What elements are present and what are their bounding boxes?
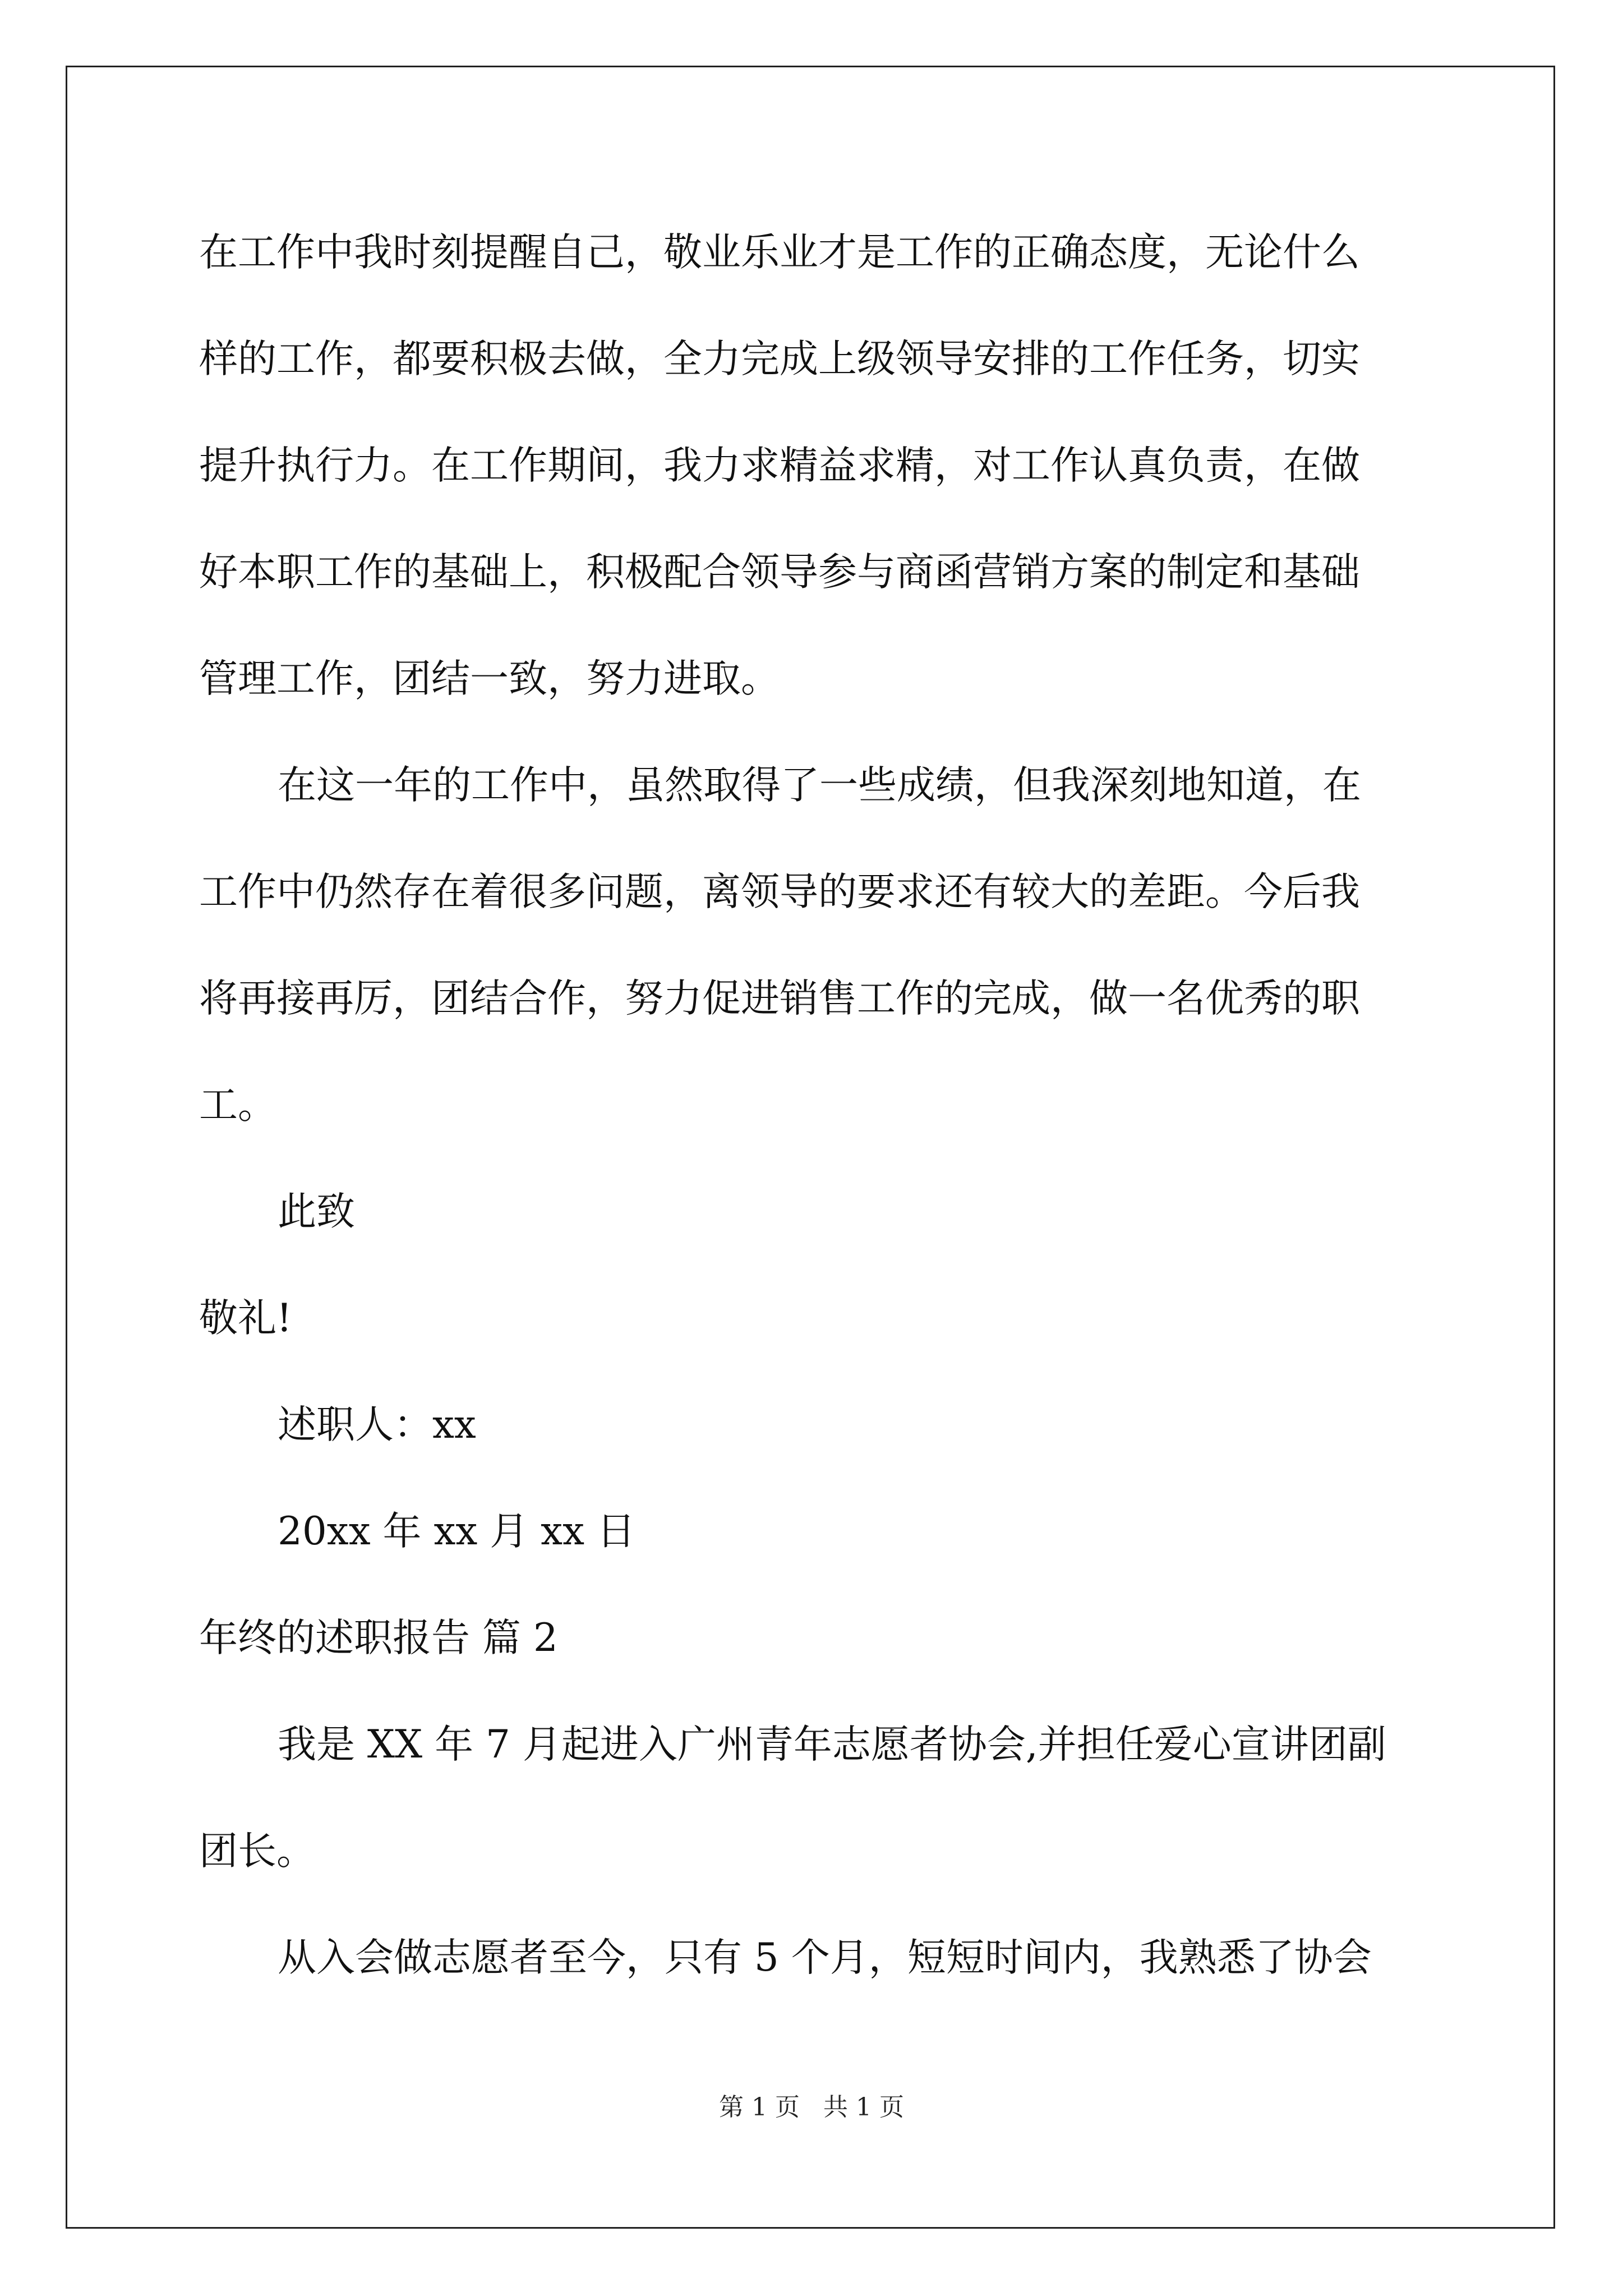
paragraph-line: 样的工作，都要积极去做，全力完成上级领导安排的工作任务，切实 [199, 337, 1360, 381]
page-total: 共 1 页 [823, 2093, 904, 2122]
paragraph-line: 在工作中我时刻提醒自己，敬业乐业才是工作的正确态度，无论什么 [199, 230, 1360, 275]
signature-date: 20xx 年 xx 月 xx 日 [278, 1509, 635, 1554]
document-body [199, 210, 1427, 2022]
paragraph-line: 提升执行力。在工作期间，我力求精益求精，对工作认真负责，在做 [199, 443, 1360, 488]
paragraph-line: 好本职工作的基础上，积极配合领导参与商函营销方案的制定和基础 [199, 550, 1360, 595]
paragraph-line: 在这一年的工作中，虽然取得了一些成绩，但我深刻地知道，在 [278, 763, 1361, 808]
paragraph-line: 从入会做志愿者至今，只有 5 个月，短短时间内，我熟悉了协会 [278, 1935, 1372, 1980]
section-heading: 年终的述职报告 篇 2 [199, 1616, 558, 1660]
paragraph-line: 管理工作，团结一致，努力进取。 [199, 656, 780, 701]
paragraph-line: 将再接再厉，团结合作，努力促进销售工作的完成，做一名优秀的职 [199, 976, 1360, 1021]
closing-salutation: 此致 [278, 1189, 355, 1234]
page-footer [0, 2087, 1623, 2123]
paragraph-line: 工作中仍然存在着很多问题，离领导的要求还有较大的差距。今后我 [199, 869, 1360, 914]
paragraph-line: 工。 [199, 1083, 276, 1128]
paragraph-line: 团长。 [199, 1829, 315, 1874]
paragraph-line: 我是 XX 年 7 月起进入广州青年志愿者协会,并担任爱心宣讲团副 [278, 1722, 1386, 1767]
closing-regards: 敬礼! [199, 1296, 292, 1341]
signature-name: 述职人：xx [278, 1402, 476, 1447]
page-number: 第 1 页 [719, 2093, 800, 2122]
